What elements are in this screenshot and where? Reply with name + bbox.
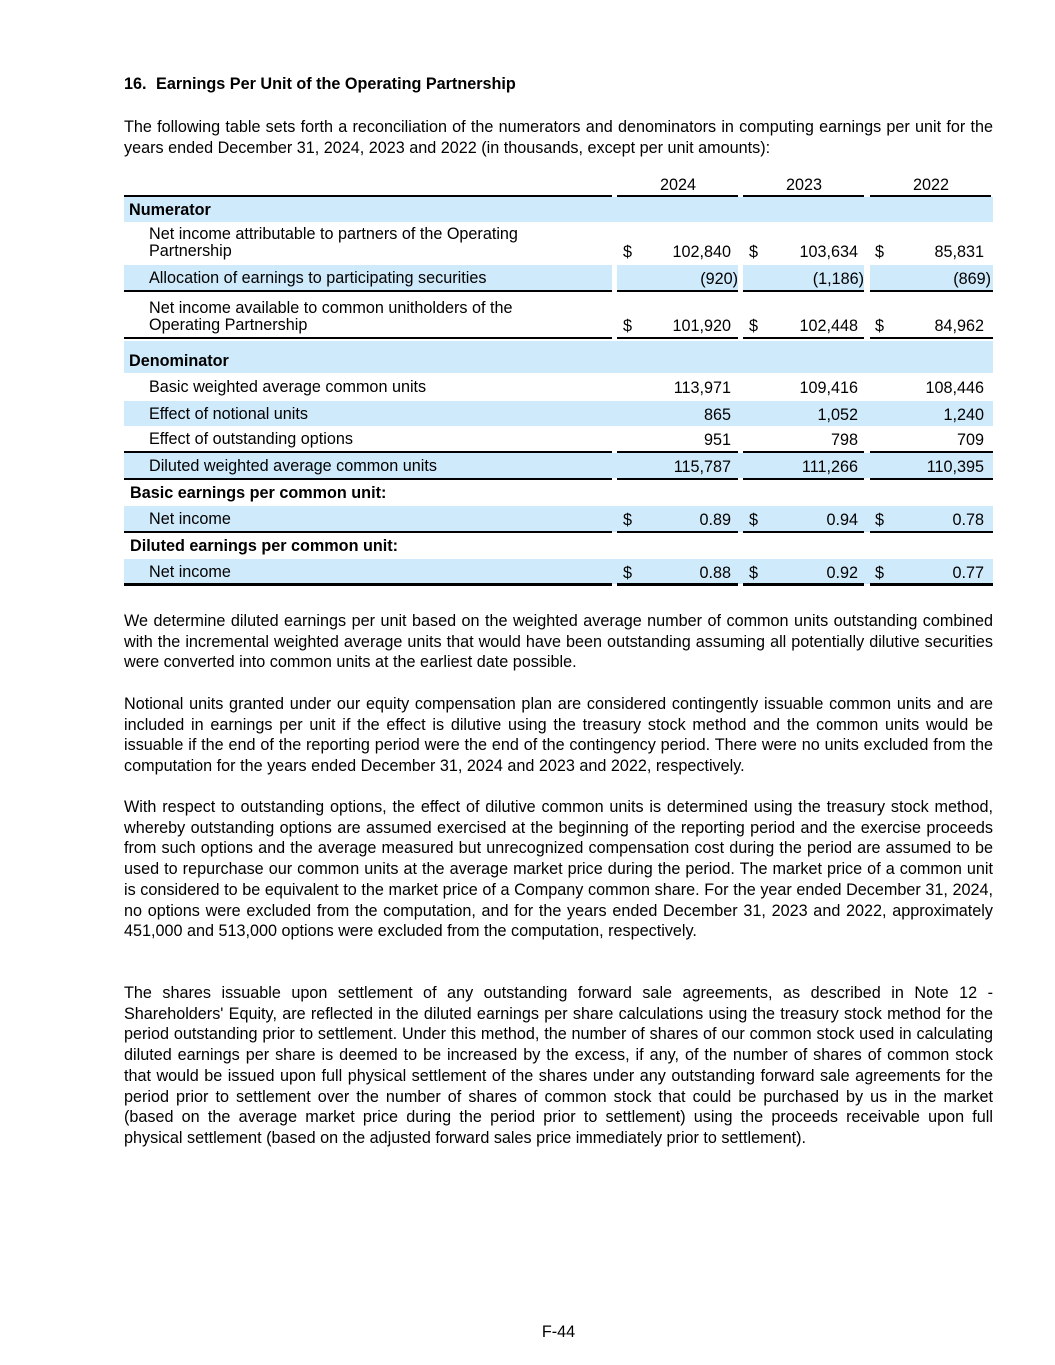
value-2022: (869) xyxy=(953,270,991,288)
currency-symbol: $ xyxy=(749,564,759,582)
value-2024: 865 xyxy=(703,406,731,424)
section-heading xyxy=(124,75,516,94)
denominator-row-bg xyxy=(124,341,993,373)
year-2022-header: 2022 xyxy=(912,176,949,194)
value-2023: 103,634 xyxy=(799,243,858,261)
value-2024: 0.89 xyxy=(699,511,731,529)
table-row xyxy=(124,270,993,290)
table-row xyxy=(124,511,993,531)
value-2023: 798 xyxy=(830,431,858,449)
section-title: Earnings Per Unit of the Operating Partnership xyxy=(156,75,516,93)
paragraph-outstanding-options: With respect to outstanding options, the effect of dilutive common units is determined using the treasury stock method, whereby outstanding options are assumed exercised at the beginning of the reporting period and the exercise proceeds from such options and the average measured but unrecognized compensation cost during the period are assumed to be used to repurchase our common units at the average market price during the period. The market price of a common unit is considered to be equivalent to the market price of a Company common share. For the year ended December 31, 2024, no options were excluded from the computation, and for the years ended December 31, 2023 and 2022, approximately 451,000 and 513,000 options were excluded from the computation, respectively. xyxy=(124,798,993,941)
value-2024: 113,971 xyxy=(673,379,731,397)
value-2023: 111,266 xyxy=(801,458,858,476)
currency-symbol: $ xyxy=(875,511,885,529)
paragraph-diluted-eps: We determine diluted earnings per unit based on the weighted average number of common units outstanding combined with the incremental weighted average units that would have been outstanding assuming all potentially dilutive securities were converted into common units at the earliest date possible. xyxy=(124,612,993,672)
currency-symbol: $ xyxy=(623,317,633,335)
value-2022: 85,831 xyxy=(934,243,984,261)
paragraph-forward-sale: The shares issuable upon settlement of any outstanding forward sale agreements, as described in Note 12 - Shareholders' Equity, are reflected in the diluted earnings per share calculations using the treasury stock method for the period outstanding prior to settlement. Under this method, the number of shares of our common stock used in calculating diluted earnings per share is deemed to be increased by the excess, if any, of the number of shares of common stock that would be issued upon full physical settlement of the shares under any outstanding forward sale agreements for the period prior to settlement over the number of shares of common stock that could be purchased by us in the market (based on the average market price during the period prior to settlement) using the proceeds receivable upon full physical settlement (based on the adjusted forward sales price immediately prior to settlement). xyxy=(124,984,993,1147)
value-2022: 0.77 xyxy=(952,564,984,582)
currency-symbol: $ xyxy=(623,511,633,529)
value-2024: 102,840 xyxy=(672,243,731,261)
year-2023-header: 2023 xyxy=(785,176,822,194)
row-label: Basic weighted average common units xyxy=(149,378,427,396)
table-row xyxy=(124,564,993,584)
numerator-row-bg xyxy=(124,197,993,222)
value-2024: 951 xyxy=(703,431,731,449)
value-2022: 709 xyxy=(956,431,984,449)
paragraph-notional-units: Notional units granted under our equity compensation plan are considered contingently issuable common units and are included in earnings per unit if the effect is dilutive using the treasury stock method and the common units would be issuable if the end of the reporting period were the end of the contingency period. There were no units excluded from the computation for the years ended December 31, 2024 and 2023 and 2022, respectively. xyxy=(124,695,993,776)
row-label: Effect of notional units xyxy=(149,405,308,423)
row-label: Net income xyxy=(149,510,231,528)
table-row xyxy=(124,379,993,399)
row-label: Diluted weighted average common units xyxy=(149,457,437,475)
currency-symbol: $ xyxy=(875,243,885,261)
table-row xyxy=(124,226,993,266)
value-2023: 0.94 xyxy=(826,511,858,529)
value-2024: 101,920 xyxy=(672,317,731,335)
value-2022: 84,962 xyxy=(934,317,984,335)
table-row xyxy=(124,406,993,426)
row-label: Allocation of earnings to participating securities xyxy=(149,269,487,287)
value-2023: 109,416 xyxy=(799,379,858,397)
currency-symbol: $ xyxy=(623,243,633,261)
value-2024: (920) xyxy=(700,270,738,288)
intro-paragraph: The following table sets forth a reconciliation of the numerators and denominators in computing earnings per unit for the years ended December 31, 2024, 2023 and 2022 (in thousands, except per unit amounts): xyxy=(124,118,993,157)
value-2022: 108,446 xyxy=(925,379,984,397)
table-row xyxy=(124,300,993,340)
value-2024: 115,787 xyxy=(673,458,731,476)
row-label: Net income xyxy=(149,563,231,581)
table-row xyxy=(124,431,993,451)
currency-symbol: $ xyxy=(875,317,885,335)
numerator-header: Numerator xyxy=(129,201,211,219)
diluted-eps-header: Diluted earnings per common unit: xyxy=(130,537,399,555)
basic-eps-header: Basic earnings per common unit: xyxy=(130,484,387,502)
year-2024-header: 2024 xyxy=(659,176,696,194)
currency-symbol: $ xyxy=(749,317,759,335)
currency-symbol: $ xyxy=(875,564,885,582)
denominator-header: Denominator xyxy=(129,352,229,370)
row-label: Effect of outstanding options xyxy=(149,430,353,448)
value-2024: 0.88 xyxy=(699,564,731,582)
value-2023: 102,448 xyxy=(799,317,858,335)
currency-symbol: $ xyxy=(623,564,633,582)
section-number: 16. xyxy=(124,75,147,93)
value-2023: 1,052 xyxy=(817,406,858,424)
table-row xyxy=(124,458,993,478)
value-2023: 0.92 xyxy=(826,564,858,582)
row-label: Net income attributable to partners of the Operating Partnership xyxy=(149,225,518,260)
currency-symbol: $ xyxy=(749,511,759,529)
page-number: F-44 xyxy=(541,1323,576,1341)
row-label: Net income available to common unitholders of the Operating Partnership xyxy=(149,299,513,334)
value-2023: (1,186) xyxy=(812,270,864,288)
currency-symbol: $ xyxy=(749,243,759,261)
value-2022: 0.78 xyxy=(952,511,984,529)
value-2022: 110,395 xyxy=(926,458,984,476)
value-2022: 1,240 xyxy=(943,406,984,424)
